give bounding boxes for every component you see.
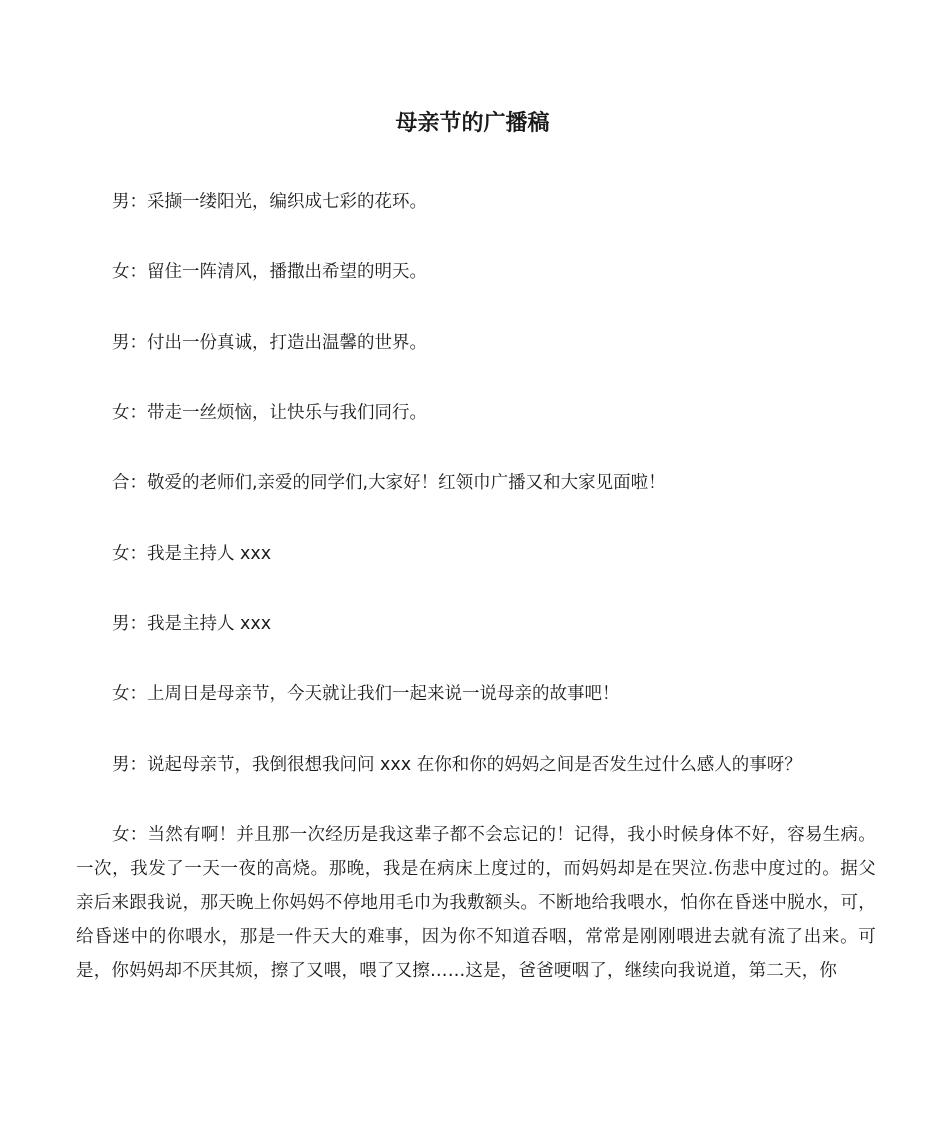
paragraph: 男：我是主持人 xxx [112,614,272,634]
paragraph: 女：我是主持人 xxx [112,544,272,564]
paragraph: 女：上周日是母亲节，今天就让我们一起来说一说母亲的故事吧！ [112,684,620,704]
document-title: 母亲节的广播稿 [395,111,550,136]
paragraph: 男：付出一份真诚，打造出温馨的世界。 [112,333,427,353]
paragraph: 男：采撷一缕阳光，编织成七彩的花环。 [112,192,427,212]
paragraph: 女：当然有啊！并且那一次经历是我这辈子都不会忘记的！记得，我小时候身体不好，容易生病。一次，我发了一天一夜的高烧。那晚，我是在病床上度过的，而妈妈却是在哭泣.伤悲中度过的。据父亲后来跟我说，那天晚上你妈妈不停地用毛巾为我敷额头。不断地给我喂水，怕你在昏迷中脱水，可，给昏迷中的你喂水，那是一件天大的难事，因为你不知道吞咽，常常是刚刚喂进去就有流了出来。可是，你妈妈却不厌其烦，擦了又喂，喂了又擦……这是，爸爸哽咽了，继续向我说道，第二天，你 [76,825,876,981]
paragraph: 男：说起母亲节，我倒很想我问问 xxx 在你和你的妈妈之间是否发生过什么感人的事呀？ [112,755,802,775]
paragraph: 女：带走一丝烦恼，让快乐与我们同行。 [112,403,427,423]
paragraph: 女：留住一阵清风，播撒出希望的明天。 [112,262,427,282]
paragraph: 合：敬爱的老师们,亲爱的同学们,大家好！红领巾广播又和大家见面啦！ [112,473,666,493]
